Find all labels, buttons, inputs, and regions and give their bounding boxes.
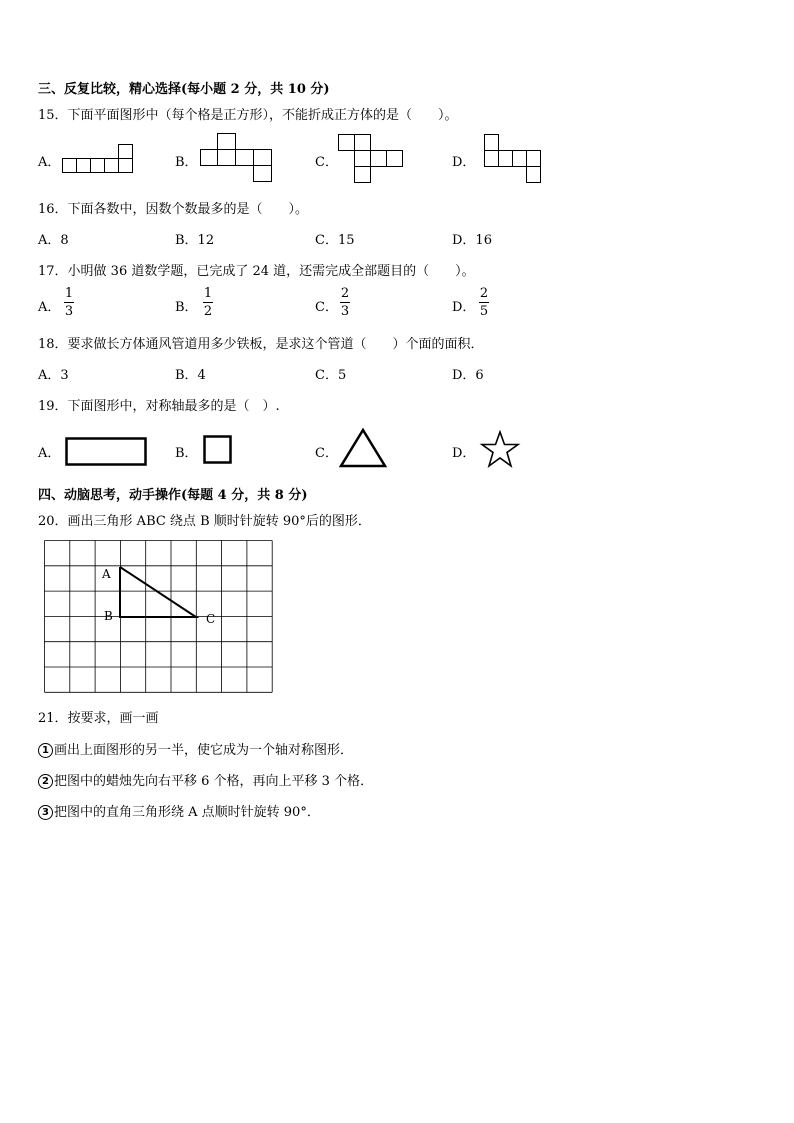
question-18-stem: 18．要求做长方体通风管道用多少铁板，是求这个管道（ ）个面的面积．: [38, 337, 484, 352]
question-19-stem: 19．下面图形中，对称轴最多的是（ ）.: [38, 399, 280, 414]
q19-option-a-rectangle: [65, 437, 147, 467]
fraction-bar: [479, 302, 489, 303]
q17-option-b-fraction: [203, 286, 213, 319]
fraction-denominator: 5: [479, 304, 489, 319]
circled-number-3: 3: [38, 805, 53, 820]
question-16-stem: 16．下面各数中，因数个数最多的是（ ）。: [38, 202, 309, 217]
vertex-label-a: A: [102, 567, 111, 581]
q17-option-d-fraction: [479, 286, 489, 319]
section-3-title: 三、反复比较，精心选择(每小题 2 分，共 10 分): [38, 82, 330, 97]
q15-option-a-net: [62, 144, 136, 174]
fraction-numerator: 2: [340, 286, 350, 301]
q21-item-3-text: 把图中的直角三角形绕 A 点顺时针旋转 90°．: [54, 805, 320, 820]
q21-item-3: [38, 801, 320, 820]
q15-option-c-net: [338, 134, 404, 184]
q16-option-c: C．15: [315, 233, 355, 248]
q19-option-c-triangle: [340, 428, 388, 468]
q19-option-d-label: D．: [452, 446, 476, 461]
q15-option-d-label: D．: [452, 155, 476, 170]
q19-option-b-square: [203, 435, 233, 465]
q21-item-2: [38, 770, 373, 789]
vertex-label-c: C: [206, 612, 216, 626]
triangle-abc: [120, 567, 196, 617]
q18-option-c: C．5: [315, 368, 347, 383]
circled-number-1: 1: [38, 743, 53, 758]
q19-option-c-label: C．: [315, 446, 338, 461]
vertex-label-b: B: [104, 609, 113, 623]
section-4-title: 四、动脑思考，动手操作(每题 4 分，共 8 分): [38, 488, 308, 503]
question-17-stem: 17．小明做 36 道数学题，已完成了 24 道，还需完成全部题目的（ ）。: [38, 264, 475, 279]
q20-grid-figure: [44, 540, 274, 695]
fraction-numerator: 1: [64, 286, 74, 301]
q15-option-b-net: [200, 133, 274, 183]
q17-option-c-fraction: [340, 286, 350, 319]
fraction-bar: [340, 302, 350, 303]
q17-option-b-label: B．: [175, 300, 198, 315]
fraction-bar: [64, 302, 74, 303]
q17-option-a-label: A．: [38, 300, 61, 315]
q19-option-a-label: A．: [38, 446, 61, 461]
q18-option-d: D．6: [452, 368, 484, 383]
fraction-numerator: 1: [203, 286, 213, 301]
q18-option-b: B．4: [175, 368, 206, 383]
q17-option-c-label: C．: [315, 300, 338, 315]
q21-item-2-text: 把图中的蜡烛先向右平移 6 个格，再向上平移 3 个格．: [54, 774, 374, 789]
q15-option-d-net: [484, 134, 546, 184]
circled-number-2: 2: [38, 774, 53, 789]
question-15-stem: 15．下面平面图形中（每个格是正方形），不能折成正方体的是（ ）。: [38, 108, 458, 123]
q18-option-a: A．3: [38, 368, 69, 383]
q16-option-a: A．8: [38, 233, 69, 248]
q17-option-d-label: D．: [452, 300, 476, 315]
fraction-denominator: 3: [64, 304, 74, 319]
q21-item-1-text: 画出上面图形的另一半，使它成为一个轴对称图形．: [54, 743, 354, 758]
fraction-denominator: 2: [203, 304, 213, 319]
q15-option-b-label: B．: [175, 155, 198, 170]
fraction-denominator: 3: [340, 304, 350, 319]
q19-option-b-label: B．: [175, 446, 198, 461]
question-20-stem: 20．画出三角形 ABC 绕点 B 顺时针旋转 90°后的图形．: [38, 514, 371, 529]
q15-option-c-label: C．: [315, 155, 338, 170]
q15-option-a-label: A．: [38, 155, 61, 170]
q16-option-b: B．12: [175, 233, 215, 248]
q19-option-d-star: [481, 431, 521, 469]
q16-option-d: D．16: [452, 233, 492, 248]
q17-option-a-fraction: [64, 286, 74, 319]
question-21-stem: 21．按要求，画一画: [38, 711, 159, 726]
fraction-numerator: 2: [479, 286, 489, 301]
q21-item-1: [38, 739, 353, 758]
fraction-bar: [203, 302, 213, 303]
